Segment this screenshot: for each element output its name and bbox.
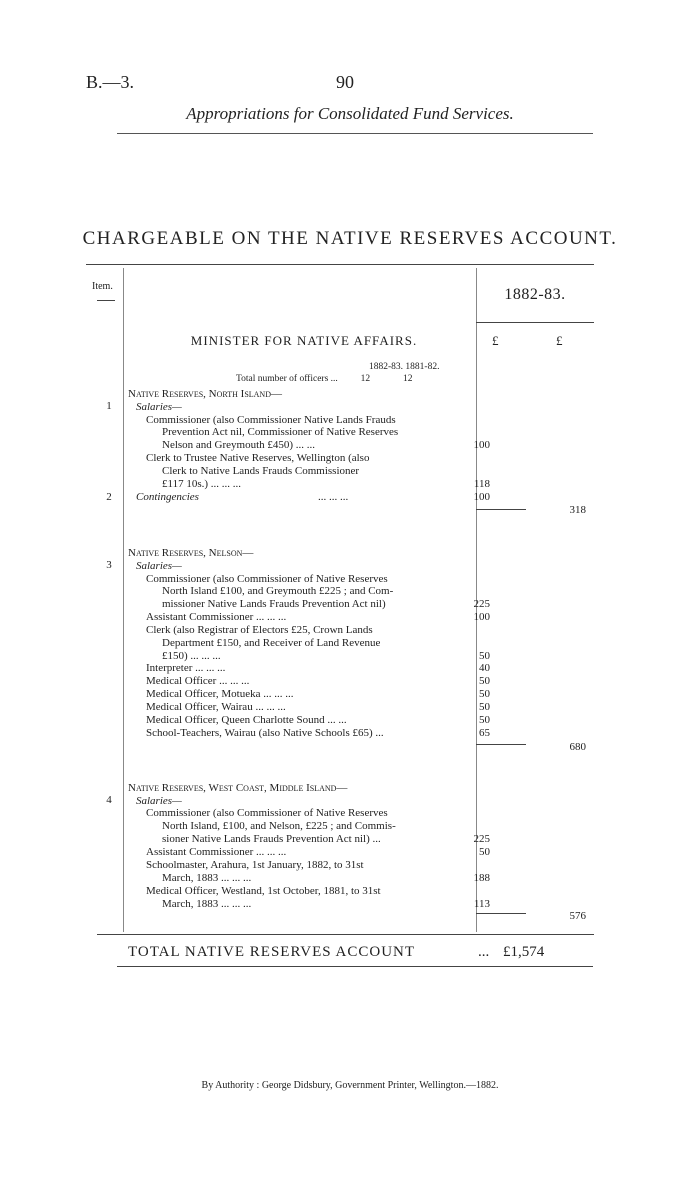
grand-total-label: TOTAL NATIVE RESERVES ACCOUNT: [128, 944, 416, 960]
west-line-1: Commissioner (also Commissioner of Native Reserves: [146, 807, 388, 819]
north-amount-contingencies: 100: [473, 491, 490, 503]
nelson-amount-4: 40: [479, 662, 490, 674]
west-subtotal-rule: [476, 913, 526, 914]
item-header-dash: [97, 300, 115, 301]
officer-year-headings: 1882-83. 1881-82.: [369, 362, 440, 372]
nelson-line-9: Medical Officer ... ... ...: [146, 675, 250, 687]
officers-1882: 12: [360, 374, 371, 384]
nelson-line-13: School-Teachers, Wairau (also Native Schools £65) ...: [146, 727, 384, 739]
nelson-amount-3: 50: [479, 650, 490, 662]
officers-1881: 12: [403, 374, 413, 384]
nelson-line-10: Medical Officer, Motueka ... ... ...: [146, 688, 294, 700]
west-amount-4: 113: [473, 898, 490, 910]
nelson-amount-5: 50: [479, 675, 490, 687]
year-column-header: 1882-83.: [504, 286, 566, 303]
nelson-amount-9: 65: [479, 727, 490, 739]
grand-total-dots: ...: [478, 944, 490, 960]
page-title: CHARGEABLE ON THE NATIVE RESERVES ACCOUNT.: [82, 228, 618, 249]
contingencies-label: Contingencies: [136, 491, 199, 503]
pound-sign-totals: £: [556, 333, 563, 348]
north-salaries-label: Salaries—: [136, 401, 182, 413]
north-subtotal-rule: [476, 509, 526, 510]
item-column-header: Item.: [92, 281, 113, 292]
minister-heading: MINISTER FOR NATIVE AFFAIRS.: [190, 333, 418, 348]
section-code: B.—3.: [86, 72, 135, 92]
west-line-4: Assistant Commissioner ... ... ...: [146, 846, 287, 858]
nelson-amount-8: 50: [479, 714, 490, 726]
item-number-1: 1: [106, 400, 112, 412]
west-line-5: Schoolmaster, Arahura, 1st January, 1882, to 31st: [146, 859, 364, 871]
north-amount-clerk: 118: [473, 478, 490, 490]
nelson-heading: Native Reserves, Nelson—: [128, 547, 254, 559]
west-line-3: sioner Native Lands Frauds Prevention Act nil) ...: [162, 833, 381, 845]
west-total: 576: [569, 910, 586, 922]
grand-total-amount-row: [478, 944, 544, 961]
nelson-line-11: Medical Officer, Wairau ... ... ...: [146, 701, 286, 713]
nelson-subtotal-rule: [476, 744, 526, 745]
north-total: 318: [569, 504, 586, 516]
nelson-line-3: missioner Native Lands Frauds Prevention Act nil): [162, 598, 386, 610]
nelson-line-6: Department £150, and Receiver of Land Revenue: [162, 637, 381, 649]
nelson-salaries-label: Salaries—: [136, 560, 182, 572]
item-number-4: 4: [106, 794, 112, 806]
west-coast-heading: Native Reserves, West Coast, Middle Island—: [128, 782, 348, 794]
nelson-line-4: Assistant Commissioner ... ... ...: [146, 611, 287, 623]
grand-total-rule: [117, 966, 593, 967]
nelson-amount-2: 100: [473, 611, 490, 623]
north-line-3: Nelson and Greymouth £450) ... ...: [162, 439, 316, 451]
officers-label: Total number of officers ...: [236, 374, 338, 384]
nelson-amount-1: 225: [473, 598, 490, 610]
north-line-1: Commissioner (also Commissioner Native Lands Frauds: [146, 414, 396, 426]
north-island-heading: Native Reserves, North Island—: [128, 388, 282, 400]
north-amount-commissioner: 100: [473, 439, 490, 451]
nelson-line-12: Medical Officer, Queen Charlotte Sound ... ...: [146, 714, 347, 726]
item-number-2: 2: [106, 491, 112, 503]
nelson-line-2: North Island £100, and Greymouth £225 ; and Com-: [162, 585, 394, 597]
nelson-amount-7: 50: [479, 701, 490, 713]
pound-sign-items: £: [492, 333, 499, 348]
table-bottom-rule: [97, 934, 594, 935]
west-amount-2: 50: [479, 846, 490, 858]
nelson-line-8: Interpreter ... ... ...: [146, 662, 226, 674]
west-line-2: North Island, £100, and Nelson, £225 ; and Commis-: [162, 820, 396, 832]
nelson-amount-6: 50: [479, 688, 490, 700]
nelson-line-5: Clerk (also Registrar of Electors £25, Crown Lands: [146, 624, 373, 636]
table-top-rule: [86, 264, 594, 265]
west-salaries-label: Salaries—: [136, 795, 182, 807]
page-number: 90: [336, 72, 354, 92]
year-header-rule: [476, 322, 594, 323]
nelson-line-1: Commissioner (also Commissioner of Native Reserves: [146, 573, 388, 585]
nelson-line-7: £150) ... ... ...: [162, 650, 221, 662]
north-line-4: Clerk to Trustee Native Reserves, Wellington (also: [146, 452, 370, 464]
north-line-5: Clerk to Native Lands Frauds Commissioner: [162, 465, 360, 477]
west-amount-1: 225: [473, 833, 490, 845]
west-line-7: Medical Officer, Westland, 1st October, 1881, to 31st: [146, 885, 381, 897]
grand-total-amount: £1,574: [503, 944, 545, 960]
north-line-2: Prevention Act nil, Commissioner of Native Reserves: [162, 426, 399, 438]
officers-count-row: [236, 374, 413, 384]
printer-imprint: By Authority : George Didsbury, Government Printer, Wellington.—1882.: [201, 1080, 499, 1091]
nelson-total: 680: [569, 741, 586, 753]
page-subtitle: Appropriations for Consolidated Fund Services.: [186, 104, 514, 123]
header-rule: [117, 133, 593, 134]
item-column-divider: [123, 268, 124, 932]
west-amount-3: 188: [473, 872, 490, 884]
west-line-6: March, 1883 ... ... ...: [162, 872, 252, 884]
contingencies-dots: ... ... ...: [318, 491, 349, 503]
west-line-8: March, 1883 ... ... ...: [162, 898, 252, 910]
north-line-6: £117 10s.) ... ... ...: [162, 478, 242, 490]
item-number-3: 3: [106, 559, 112, 571]
